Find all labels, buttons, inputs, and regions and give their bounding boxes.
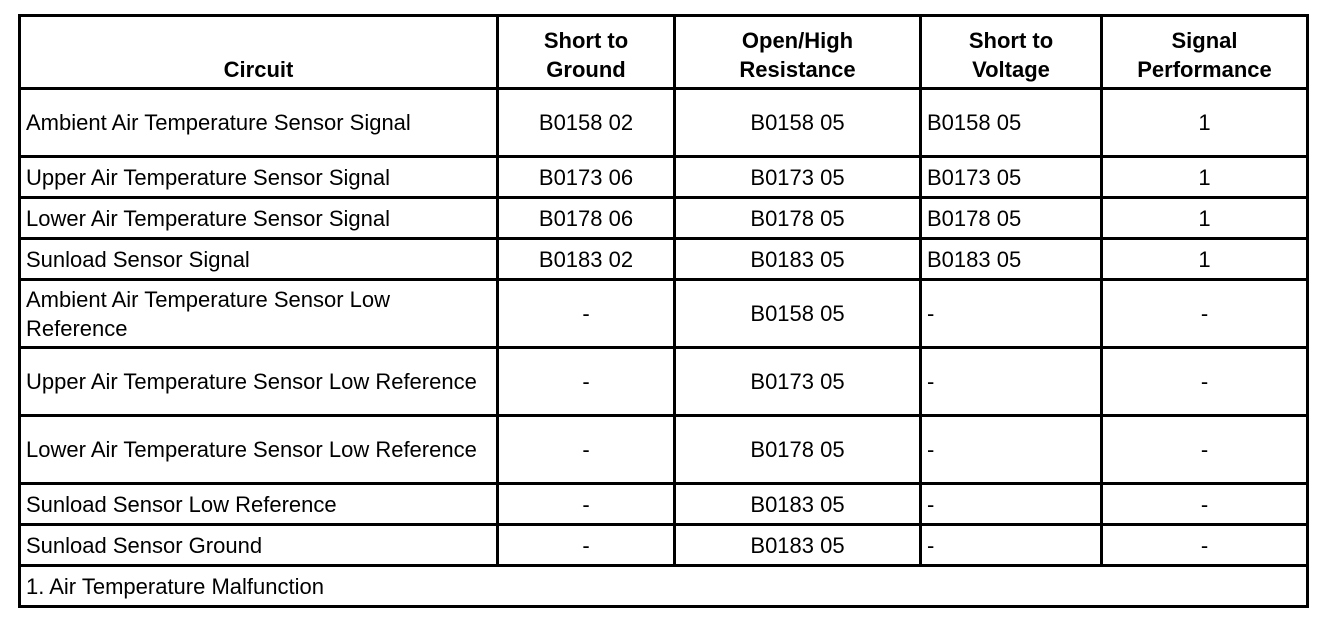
circuit-cell: Ambient Air Temperature Sensor Signal [21, 90, 499, 158]
short-to-ground-cell: B0183 02 [499, 240, 676, 281]
signal-performance-cell: 1 [1103, 90, 1309, 158]
circuit-cell: Lower Air Temperature Sensor Low Reference [21, 417, 499, 485]
table-row [21, 349, 1309, 417]
short-to-voltage-cell: B0173 05 [922, 158, 1103, 199]
short-to-voltage-cell: B0178 05 [922, 199, 1103, 240]
short-to-ground-cell: - [499, 526, 676, 567]
circuit-cell: Sunload Sensor Signal [21, 240, 499, 281]
signal-performance-cell: 1 [1103, 199, 1309, 240]
header-row [21, 17, 1309, 90]
table-row [21, 240, 1309, 281]
short-to-ground-cell: - [499, 417, 676, 485]
header-circuit: Circuit [21, 17, 499, 90]
short-to-voltage-cell: - [922, 526, 1103, 567]
table-row [21, 158, 1309, 199]
short-to-voltage-cell: - [922, 485, 1103, 526]
footnote-row [21, 567, 1309, 608]
header-short-to-ground: Short to Ground [499, 17, 676, 90]
open-high-cell: B0183 05 [676, 485, 922, 526]
short-to-ground-cell: - [499, 485, 676, 526]
open-high-cell: B0178 05 [676, 199, 922, 240]
signal-performance-cell: 1 [1103, 240, 1309, 281]
circuit-cell: Upper Air Temperature Sensor Low Reference [21, 349, 499, 417]
open-high-cell: B0178 05 [676, 417, 922, 485]
short-to-voltage-cell: - [922, 281, 1103, 349]
open-high-cell: B0158 05 [676, 90, 922, 158]
circuit-cell: Sunload Sensor Low Reference [21, 485, 499, 526]
open-high-cell: B0183 05 [676, 240, 922, 281]
circuit-cell: Lower Air Temperature Sensor Signal [21, 199, 499, 240]
short-to-ground-cell: B0158 02 [499, 90, 676, 158]
open-high-cell: B0173 05 [676, 158, 922, 199]
signal-performance-cell: 1 [1103, 158, 1309, 199]
signal-performance-cell: - [1103, 417, 1309, 485]
short-to-ground-cell: B0173 06 [499, 158, 676, 199]
table-row [21, 485, 1309, 526]
signal-performance-cell: - [1103, 281, 1309, 349]
short-to-ground-cell: - [499, 281, 676, 349]
signal-performance-cell: - [1103, 485, 1309, 526]
table-row [21, 90, 1309, 158]
short-to-voltage-cell: B0158 05 [922, 90, 1103, 158]
open-high-cell: B0158 05 [676, 281, 922, 349]
table-row [21, 199, 1309, 240]
short-to-voltage-cell: - [922, 349, 1103, 417]
table-row [21, 281, 1309, 349]
header-short-to-voltage: Short to Voltage [922, 17, 1103, 90]
open-high-cell: B0173 05 [676, 349, 922, 417]
circuit-cell: Sunload Sensor Ground [21, 526, 499, 567]
circuit-cell: Upper Air Temperature Sensor Signal [21, 158, 499, 199]
open-high-cell: B0183 05 [676, 526, 922, 567]
circuit-dtc-table [18, 14, 1309, 608]
table-row [21, 526, 1309, 567]
short-to-ground-cell: B0178 06 [499, 199, 676, 240]
signal-performance-cell: - [1103, 526, 1309, 567]
circuit-cell: Ambient Air Temperature Sensor Low Reference [21, 281, 499, 349]
short-to-voltage-cell: - [922, 417, 1103, 485]
short-to-ground-cell: - [499, 349, 676, 417]
footnote: 1. Air Temperature Malfunction [21, 567, 1309, 608]
header-signal-performance: Signal Performance [1103, 17, 1309, 90]
table-row [21, 417, 1309, 485]
short-to-voltage-cell: B0183 05 [922, 240, 1103, 281]
header-open-high-resistance: Open/High Resistance [676, 17, 922, 90]
signal-performance-cell: - [1103, 349, 1309, 417]
